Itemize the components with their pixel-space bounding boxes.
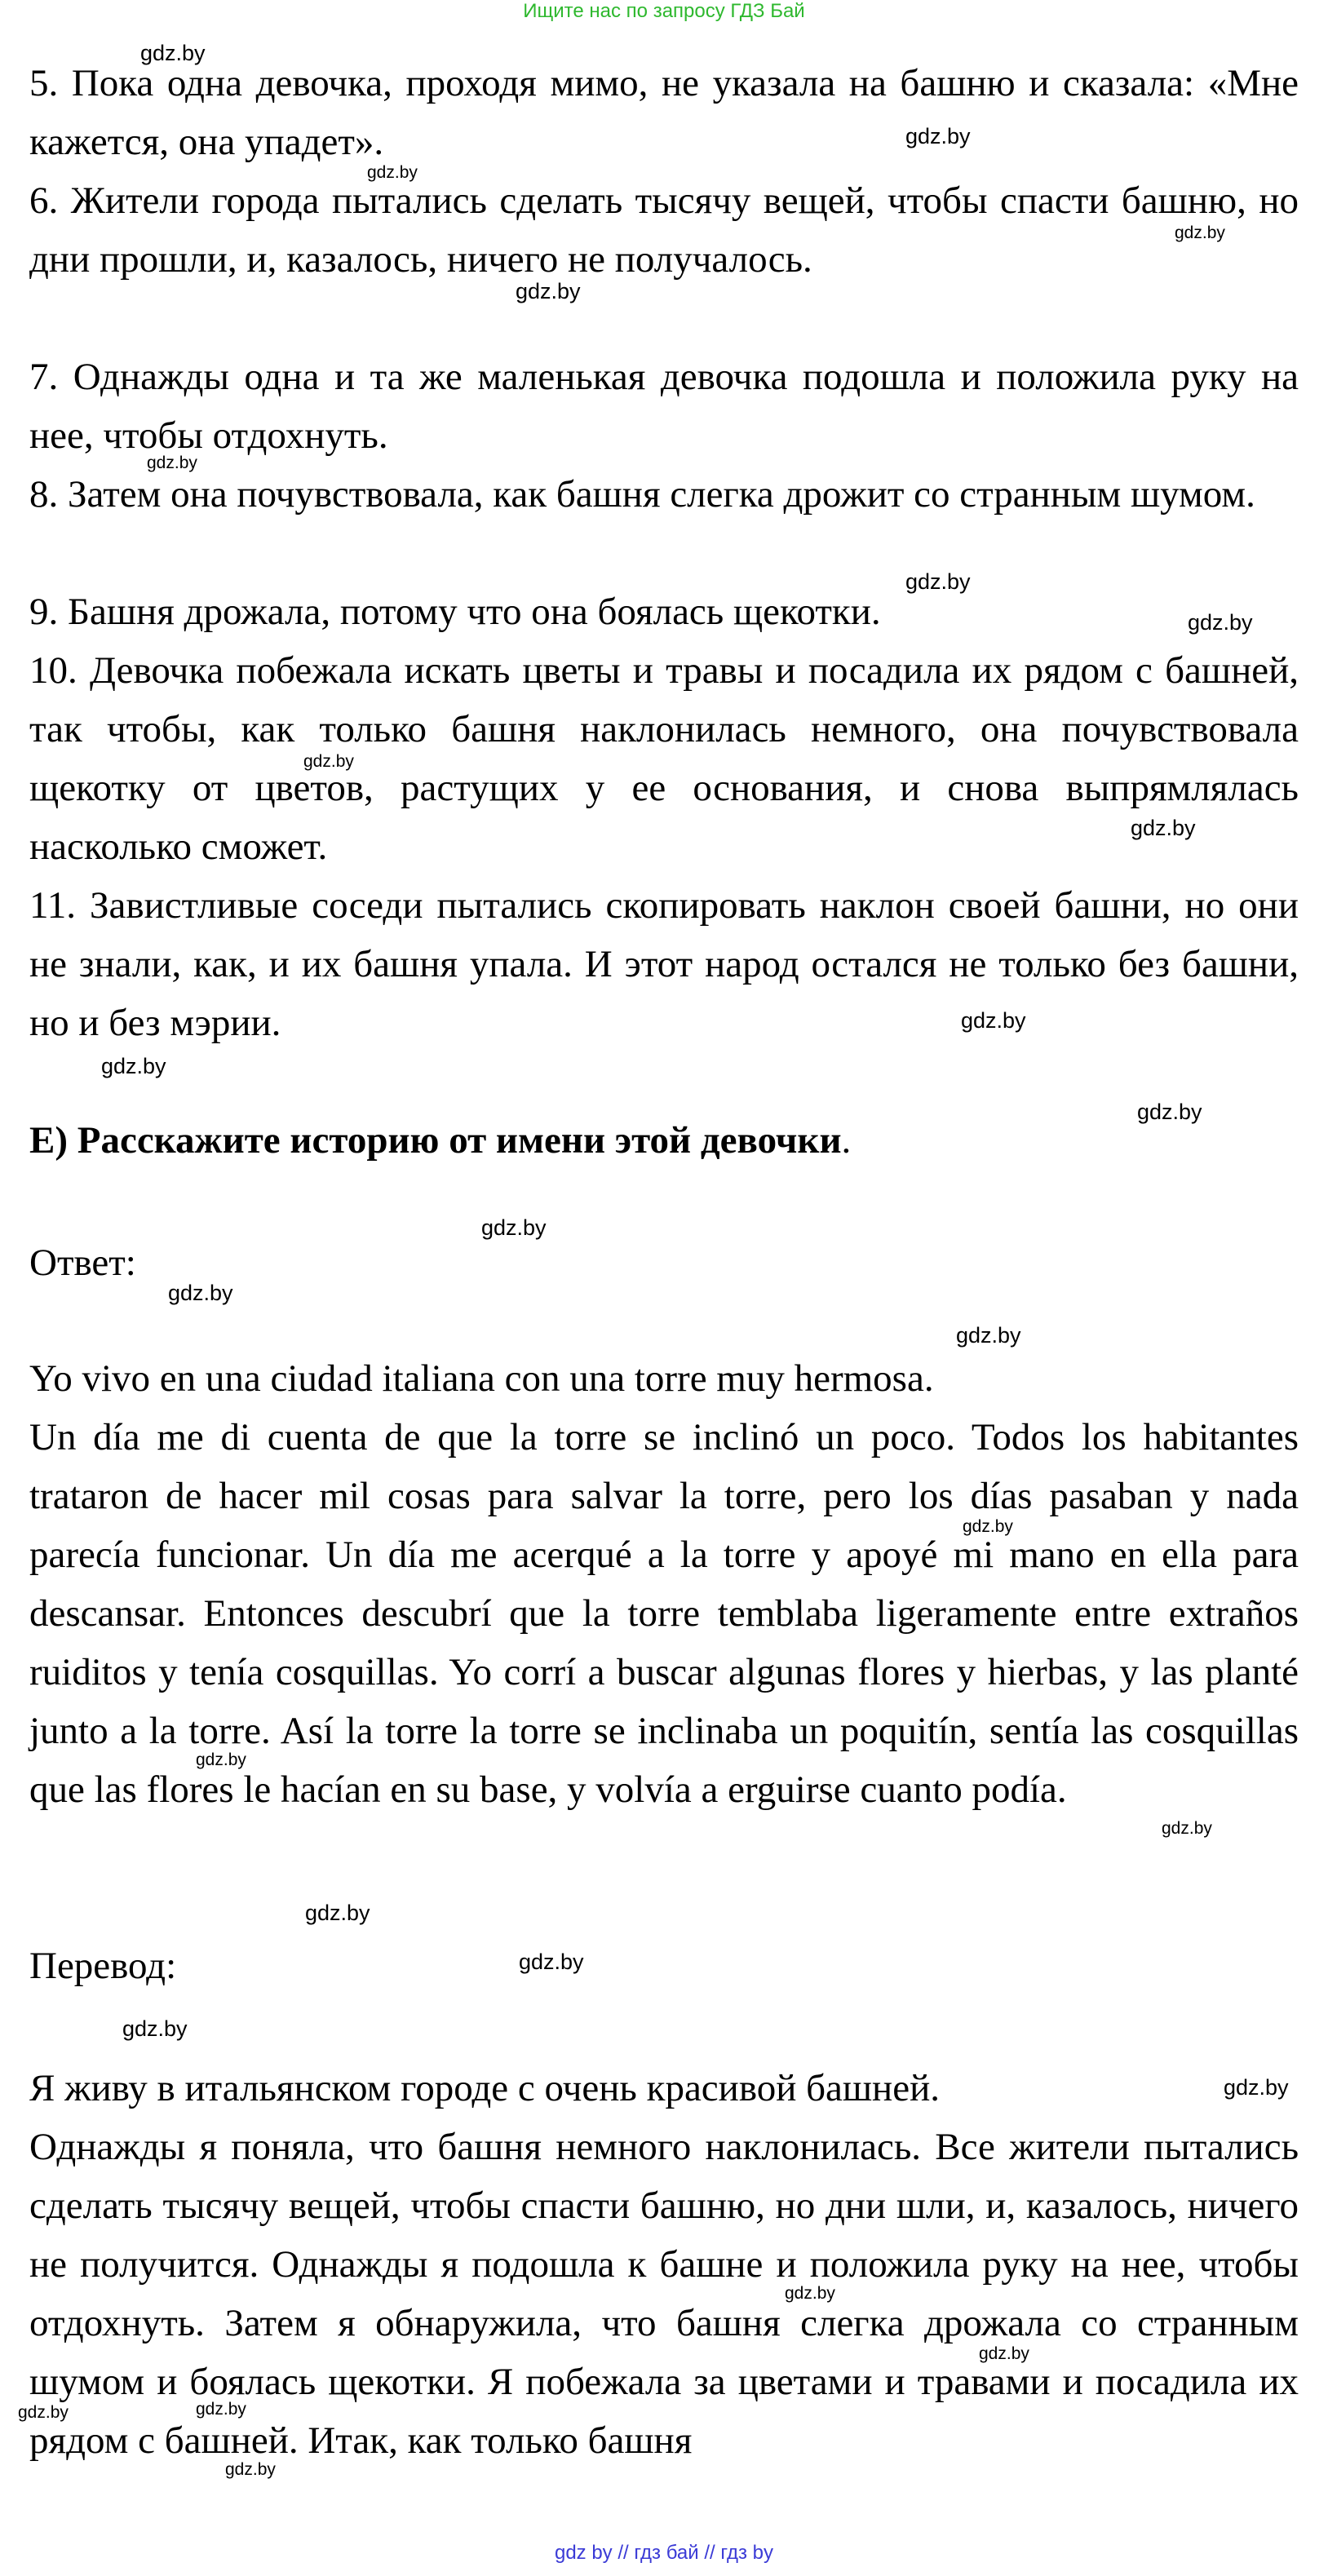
answer-spanish-first-line: Yo vivo en una ciudad italiana con una torre muy hermosa. (29, 1357, 934, 1400)
watermark: gdz.by (305, 1901, 370, 1925)
top-banner[interactable]: Ищите нас по запросу ГДЗ Бай (523, 0, 805, 22)
watermark: gdz.by (1175, 224, 1225, 242)
watermark: gdz.by (516, 279, 581, 303)
watermark: gdz.by (905, 124, 971, 148)
watermark: gdz.by (101, 1054, 166, 1078)
story-item-10: 10. Девочка побежала искать цветы и травы и посадила их рядом с башней, так чтобы, как только башня наклонилась немного, она почувствовала щекотку от цветов, растущих у ее основания, и снова выпрямлялась насколько сможет. (29, 649, 1299, 868)
watermark: gdz.by (979, 2344, 1029, 2363)
translation-first-line: Я живу в итальянском городе с очень красивой башней. (29, 2067, 940, 2109)
watermark: gdz.by (140, 41, 206, 65)
watermark: gdz.by (18, 2403, 69, 2422)
translation-body: Однажды я поняла, что башня немного наклонилась. Все жители пытались сделать тысячу вещей, чтобы спасти башню, но дни шли, и, казалось, ничего не получится. Однажды я подошла к башне и положила руку на нее, чтобы отдохнуть. Затем я обнаружила, что башня слегка дрожала со странным шумом и боялась щекотки. Я побежала за цветами и травами и посадила их рядом с башней. Итак, как только башня (29, 2126, 1299, 2462)
story-item-11: 11. Завистливые соседи пытались скопировать наклон своей башни, но они не знали, как, и их башня упала. И этот народ остался не только без башни, но и без мэрии. (29, 884, 1299, 1044)
answer-label: Ответ: (29, 1242, 136, 1284)
watermark: gdz.by (481, 1215, 547, 1240)
watermark: gdz.by (1137, 1100, 1202, 1124)
watermark: gdz.by (196, 2400, 246, 2419)
story-item-6: 6. Жители города пытались сделать тысячу вещей, чтобы спасти башню, но дни прошли, и, казалось, ничего не получалось. (29, 179, 1299, 281)
task-heading (29, 1111, 851, 1170)
translation-label: Перевод: (29, 1945, 177, 1987)
task-heading-period: . (841, 1119, 852, 1162)
task-heading-text: E) Расскажите историю от имени этой девочки (29, 1119, 842, 1162)
watermark: gdz.by (303, 752, 354, 771)
watermark: gdz.by (785, 2284, 835, 2303)
watermark: gdz.by (1224, 2075, 1289, 2100)
watermark: gdz.by (225, 2460, 276, 2479)
watermark: gdz.by (519, 1950, 584, 1974)
watermark: gdz.by (147, 454, 197, 472)
watermark: gdz.by (122, 2016, 188, 2041)
watermark: gdz.by (956, 1323, 1021, 1348)
watermark: gdz.by (905, 569, 971, 594)
story-item-7: 7. Однажды одна и та же маленькая девочка подошла и положила руку на нее, чтобы отдохнуть. (29, 356, 1299, 457)
watermark: gdz.by (1188, 610, 1253, 635)
watermark: gdz.by (196, 1751, 246, 1769)
footer-banner[interactable]: gdz by // гдз бай // гдз by (554, 2542, 774, 2564)
watermark: gdz.by (961, 1008, 1026, 1033)
watermark: gdz.by (367, 163, 418, 182)
story-item-8: 8. Затем она почувствовала, как башня слегка дрожит со странным шумом. (29, 473, 1255, 516)
watermark: gdz.by (1131, 816, 1196, 840)
story-item-5: 5. Пока одна девочка, проходя мимо, не указала на башню и сказала: «Мне кажется, она упадет». (29, 62, 1299, 163)
story-item-9: 9. Башня дрожала, потому что она боялась щекотки. (29, 591, 881, 633)
watermark: gdz.by (1162, 1819, 1212, 1838)
watermark: gdz.by (963, 1517, 1013, 1536)
answer-spanish-body: Un día me di cuenta de que la torre se inclinó un poco. Todos los habitantes trataron de hacer mil cosas para salvar la torre, pero los días pasaban y nada parecía funcionar. Un día me acerqué a la torre y apoyé mi mano en ella para descansar. Entonces descubrí que la torre temblaba ligeramente entre extraños ruiditos y tenía cosquillas. Yo corrí a buscar algunas flores y hierbas, y las planté junto a la torre. Así la torre la torre se inclinaba un poquitín, sentía las cosquillas que las flores le hacían en su base, y volvía a erguirse cuanto podía. (29, 1416, 1299, 1811)
watermark: gdz.by (168, 1281, 233, 1305)
